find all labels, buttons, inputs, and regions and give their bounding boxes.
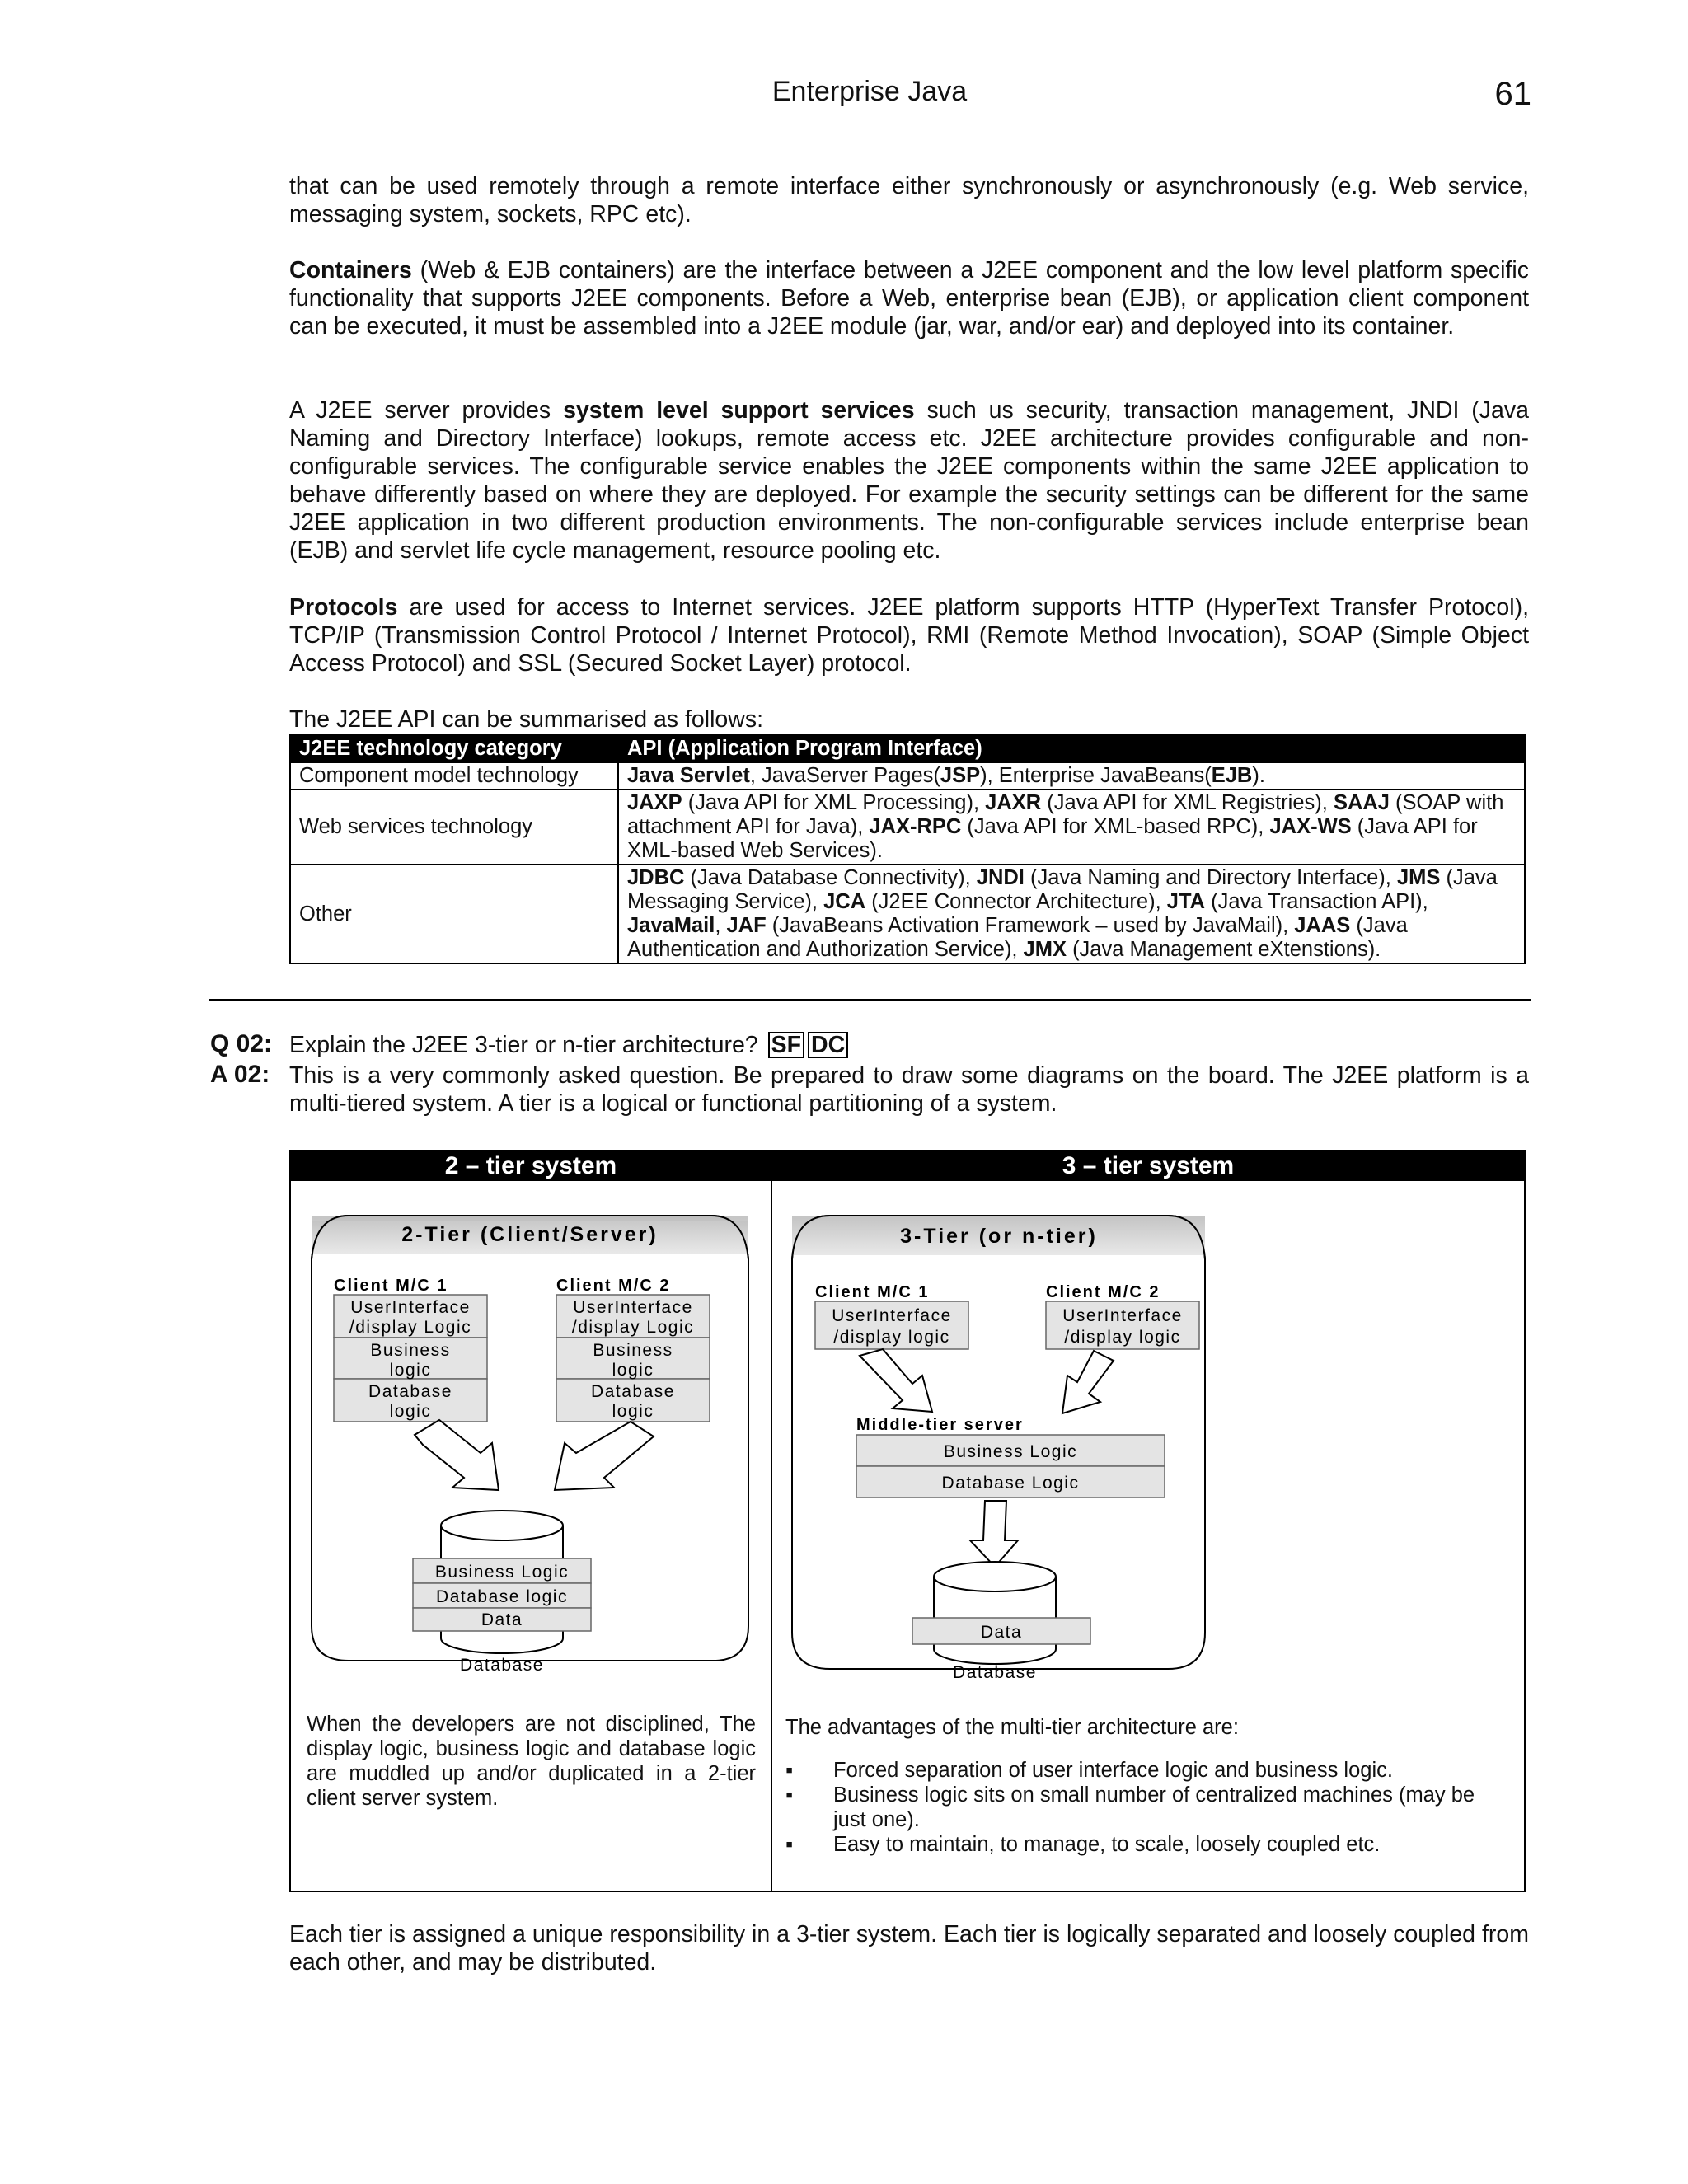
two-tier-title: 2-Tier (Client/Server): [401, 1223, 659, 1246]
svg-text:UserInterface: UserInterface: [350, 1298, 471, 1317]
paragraph-protocols: Protocols are used for access to Internet services. J2EE platform supports HTTP (HyperText Transfer Protocol), TCP/IP (Transmission Control Protocol / Internet Protocol), RMI (Remote Method Invocation), SOAP (Simple Object Access Protocol) and SSL (Secured Socket Layer) protocol.: [289, 594, 1529, 677]
middle-tier-label: Middle-tier server: [856, 1416, 1024, 1434]
svg-text:UserInterface: UserInterface: [573, 1298, 693, 1317]
bullet-icon: ▪: [785, 1759, 794, 1782]
svg-text:UserInterface: UserInterface: [1062, 1306, 1183, 1325]
answer-label: A 02:: [210, 1061, 270, 1088]
three-tier-diagram: [772, 1181, 1524, 1684]
svg-text:Data: Data: [481, 1610, 523, 1629]
page-number: 61: [1494, 76, 1531, 112]
category-cell: Web services technology: [290, 790, 618, 865]
svg-text:/display Logic: /display Logic: [571, 1318, 695, 1337]
three-tier-header: 3 – tier system: [772, 1151, 1524, 1181]
svg-text:/display logic: /display logic: [1064, 1328, 1181, 1347]
advantages-intro: The advantages of the multi-tier architecture are:: [785, 1716, 1239, 1739]
svg-text:/display Logic: /display Logic: [349, 1318, 472, 1337]
svg-text:UserInterface: UserInterface: [832, 1306, 952, 1325]
table-row: [290, 762, 1525, 790]
client2-box: [1046, 1301, 1199, 1349]
advantage-item: ▪ Easy to maintain, to manage, to scale, loosely coupled etc.: [785, 1833, 1381, 1856]
client1-label: Client M/C 1: [334, 1277, 448, 1295]
table-header-row: [290, 735, 1525, 762]
svg-text:logic: logic: [612, 1361, 654, 1380]
paragraph-services: A J2EE server provides system level support services such us security, transaction management, JNDI (Java Naming and Directory Interface) lookups, remote access etc. J2EE architecture provides configurable and non-configurable services. The configurable service enables the J2EE components within the same J2EE application to behave differently based on where they are deployed. For example the security settings can be different for the same J2EE application in two different production environments. The non-configurable services include enterprise bean (EJB) and servlet life cycle management, resource pooling etc.: [289, 397, 1529, 564]
middle-tier-stack: [856, 1435, 1165, 1497]
two-tier-diagram: [291, 1181, 771, 1684]
api-cell: Java Servlet, JavaServer Pages(JSP), Enterprise JavaBeans(EJB).: [618, 762, 1525, 790]
category-cell: Component model technology: [290, 762, 618, 790]
svg-text:Business Logic: Business Logic: [943, 1442, 1078, 1461]
column-header-category: J2EE technology category: [290, 735, 618, 762]
svg-text:logic: logic: [389, 1361, 432, 1380]
svg-text:Business Logic: Business Logic: [434, 1563, 570, 1582]
paragraph-containers: Containers (Web & EJB containers) are the interface between a J2EE component and the low level platform specific functionality that supports J2EE components. Before a Web, enterprise bean (EJB), or application client component can be executed, it must be assembled into a J2EE module (jar, war, and/or ear) and deployed into its container.: [289, 257, 1529, 340]
client2-label: Client M/C 2: [1046, 1283, 1160, 1301]
two-tier-header: 2 – tier system: [291, 1151, 771, 1181]
tag-sf: SF: [768, 1032, 804, 1058]
section-divider: [209, 999, 1531, 1001]
advantage-item: ▪ Business logic sits on small number of centralized machines (may be just one).: [785, 1783, 1475, 1831]
api-table: [289, 734, 1526, 964]
question-text: Explain the J2EE 3-tier or n-tier architecture? SF DC: [289, 1031, 1529, 1059]
svg-text:logic: logic: [612, 1402, 654, 1421]
svg-text:logic: logic: [389, 1402, 432, 1421]
database-label: Database: [460, 1656, 544, 1675]
svg-text:Database Logic: Database Logic: [941, 1474, 1080, 1493]
svg-text:Business: Business: [370, 1341, 451, 1360]
bullet-icon: ▪: [785, 1783, 794, 1807]
running-header: Enterprise Java: [771, 76, 968, 107]
two-tier-note: When the developers are not disciplined, The display logic, business logic and database logic are muddled up and/or duplicated in a 2-tier client server system.: [307, 1713, 756, 1810]
three-tier-advantages: [785, 1715, 1511, 1857]
advantage-item: ▪ Forced separation of user interface logic and business logic.: [785, 1759, 1393, 1782]
svg-text:Database: Database: [368, 1382, 452, 1401]
api-cell: JAXP (Java API for XML Processing), JAXR (Java API for XML Registries), SAAJ (SOAP with attachment API for Java), JAX-RPC (Java API for XML-based RPC), JAX-WS (Java API for XML-based Web Services).: [618, 790, 1525, 865]
svg-text:Database logic: Database logic: [436, 1587, 568, 1606]
paragraph-remote: that can be used remotely through a remote interface either synchronously or asynchronously (e.g. Web service, messaging system, sockets, RPC etc).: [289, 173, 1529, 227]
client1-box: [815, 1301, 968, 1349]
table-row: [290, 865, 1525, 963]
client2-label: Client M/C 2: [556, 1277, 671, 1295]
table-caption: The J2EE API can be summarised as follows:: [289, 706, 764, 733]
svg-text:/display logic: /display logic: [833, 1328, 950, 1347]
advantages-list: [785, 1758, 1511, 1857]
tier-comparison-box: [289, 1150, 1526, 1892]
table-row: [290, 790, 1525, 865]
svg-text:Business: Business: [593, 1341, 673, 1360]
tag-dc: DC: [808, 1032, 848, 1058]
question-label: Q 02:: [210, 1030, 273, 1057]
column-header-api: API (Application Program Interface): [618, 735, 1525, 762]
client1-label: Client M/C 1: [815, 1283, 930, 1301]
category-cell: Other: [290, 865, 618, 963]
database-label: Database: [953, 1663, 1037, 1682]
svg-text:Data: Data: [980, 1623, 1023, 1642]
svg-text:Database: Database: [591, 1382, 675, 1401]
bullet-icon: ▪: [785, 1833, 794, 1856]
answer-text: This is a very commonly asked question. Be prepared to draw some diagrams on the board. The J2EE platform is a multi-tiered system. A tier is a logical or functional partitioning of a system.: [289, 1062, 1529, 1117]
api-cell: JDBC (Java Database Connectivity), JNDI (Java Naming and Directory Interface), JMS (Java Messaging Service), JCA (J2EE Connector Architecture), JTA (Java Transaction API), JavaMail, JAF (JavaBeans Activation Framework – used by JavaMail), JAAS (Java Authentication and Authorization Service), JMX (Java Management eXtenstions).: [618, 865, 1525, 963]
client1-stack: [334, 1295, 487, 1422]
three-tier-title: 3-Tier (or n-tier): [900, 1225, 1098, 1248]
client2-stack: [556, 1295, 710, 1422]
closing-paragraph: Each tier is assigned a unique responsibility in a 3-tier system. Each tier is logically separated and loosely coupled from each other, and may be distributed.: [289, 1921, 1529, 1975]
